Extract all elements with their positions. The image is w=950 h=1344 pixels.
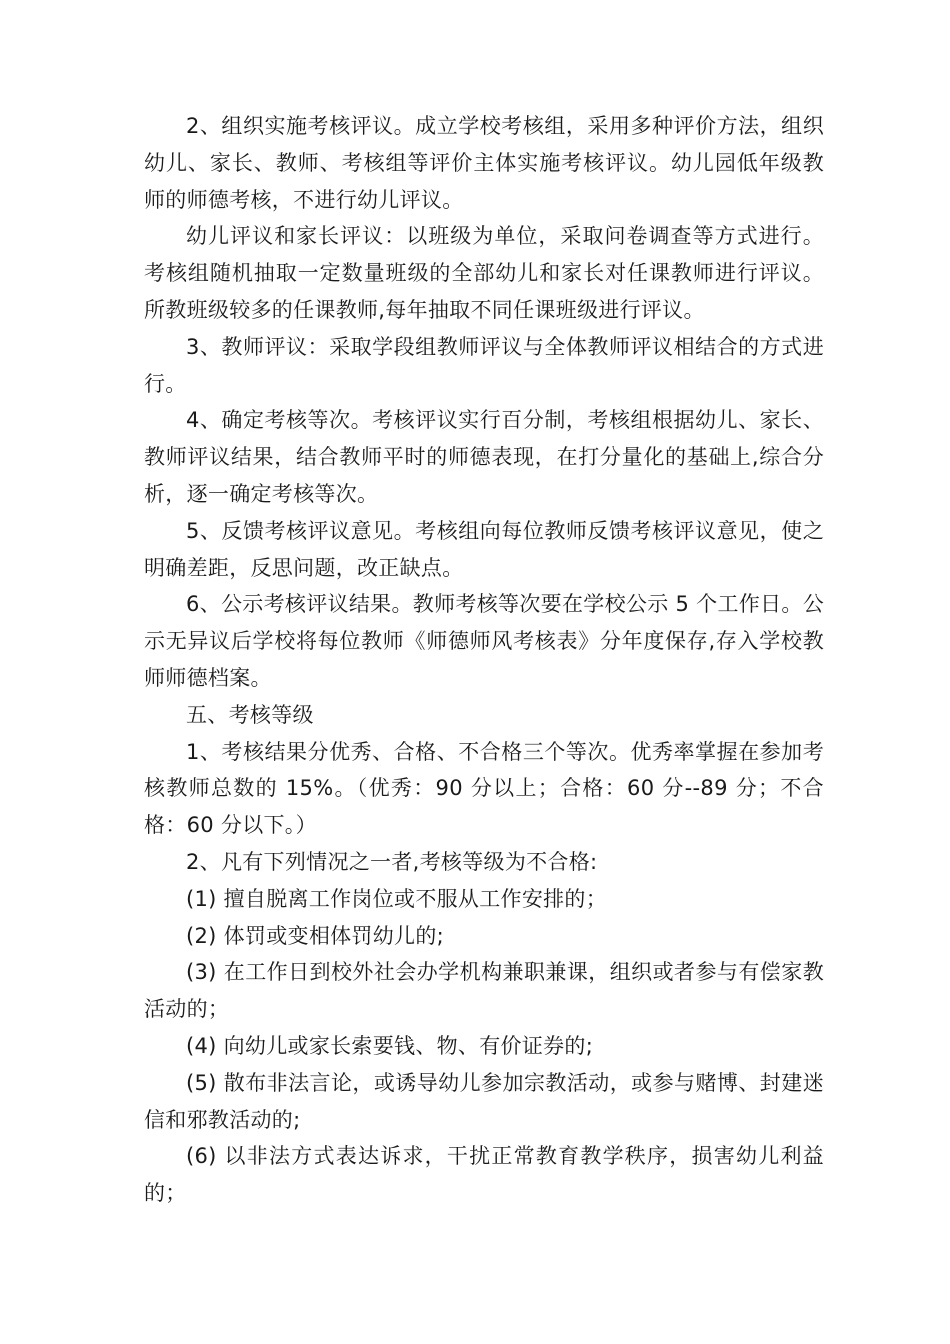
list-item-condition-6: (6) 以非法方式表达诉求，干扰正常教育教学秩序，损害幼儿利益的；	[144, 1144, 824, 1206]
list-item-condition-2: (2) 体罚或变相体罚幼儿的;	[186, 923, 444, 948]
paragraph-publicize-results: 6、公示考核评议结果。教师考核等次要在学校公示 5 个工作日。公示无异议后学校将每位教师《师德师风考核表》分年度保存,存入学校教师师德档案。	[144, 592, 824, 690]
list-item-condition-3: (3) 在工作日到校外社会办学机构兼职兼课，组织或者参与有偿家教活动的；	[144, 960, 824, 1022]
paragraph-teacher-evaluation: 3、教师评议：采取学段组教师评议与全体教师评议相结合的方式进行。	[144, 334, 824, 396]
list-item-condition-1: (1) 擅自脱离工作岗位或不服从工作安排的；	[186, 886, 608, 911]
paragraph-fail-conditions: 2、凡有下列情况之一者,考核等级为不合格:	[186, 849, 598, 874]
list-item-condition-4: (4) 向幼儿或家长索要钱、物、有价证券的;	[186, 1033, 594, 1058]
paragraph-determine-grade: 4、确定考核等次。考核评议实行百分制，考核组根据幼儿、家长、教师评议结果，结合教师平时的师德表现，在打分量化的基础上,综合分析，逐一确定考核等次。	[144, 408, 824, 506]
document-body	[144, 108, 824, 1212]
paragraph-child-parent-evaluation: 幼儿评议和家长评议：以班级为单位，采取问卷调查等方式进行。考核组随机抽取一定数量班级的全部幼儿和家长对任课教师进行评议。所教班级较多的任课教师,每年抽取不同任课班级进行评议。	[144, 224, 824, 322]
list-item-condition-5: (5) 散布非法言论，或诱导幼儿参加宗教活动，或参与赌博、封建迷信和邪教活动的;	[144, 1070, 824, 1132]
paragraph-grade-levels: 1、考核结果分优秀、合格、不合格三个等次。优秀率掌握在参加考核教师总数的 15%。（优秀：90 分以上；合格：60 分--89 分；不合格：60 分以下。）	[144, 739, 824, 838]
paragraph-organize-evaluation: 2、组织实施考核评议。成立学校考核组，采用多种评价方法，组织幼儿、家长、教师、考核组等评价主体实施考核评议。幼儿园低年级教师的师德考核，不进行幼儿评议。	[144, 114, 824, 212]
section-heading-grades: 五、考核等级	[186, 702, 314, 727]
paragraph-feedback: 5、反馈考核评议意见。考核组向每位教师反馈考核评议意见，使之明确差距，反思问题，改正缺点。	[144, 518, 824, 580]
